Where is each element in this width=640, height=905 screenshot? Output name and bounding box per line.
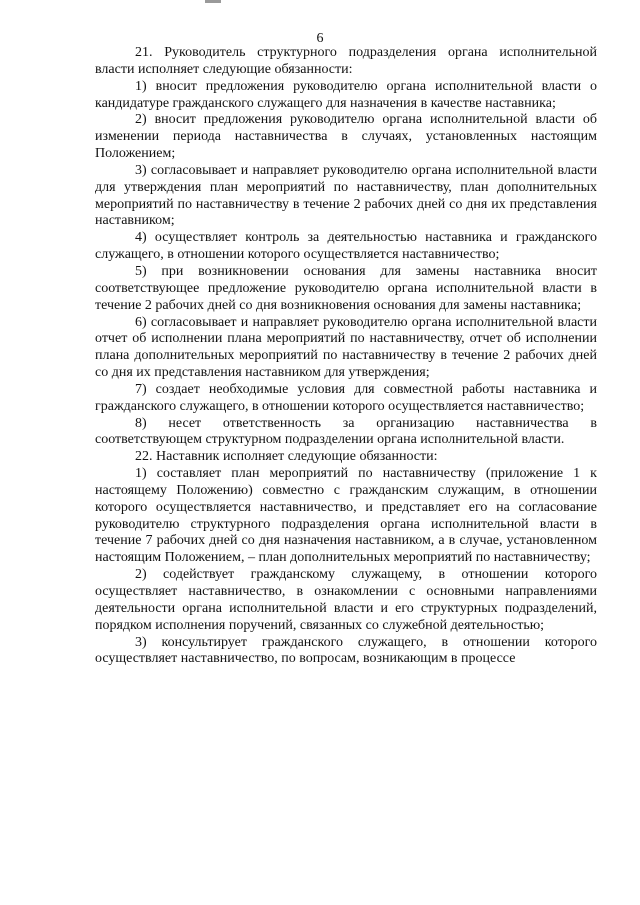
paragraph-21-item-5: 5) при возникновении основания для замены наставника вносит соответствующее предложение руководителю органа исполнительной власти в течение 2 рабочих дней со дня возникновения основания для замены наставника;: [95, 263, 597, 313]
paragraph-21-item-7: 7) создает необходимые условия для совместной работы наставника и гражданского служащего, в отношении которого осуществляется наставничество;: [95, 381, 597, 414]
document-body: [95, 45, 597, 668]
paragraph-22-item-2: 2) содействует гражданскому служащему, в отношении которого осуществляет наставничество, в ознакомлении с основными направлениями деятельности органа исполнительной власти и его структурных подразделений, порядком исполнения поручений, связанных со служебной деятельностью;: [95, 567, 597, 633]
paragraph-22-item-3: 3) консультирует гражданского служащего, в отношении которого осуществляет наставничество, по вопросам, возникающим в процессе: [95, 634, 597, 667]
paragraph-21: 21. Руководитель структурного подразделения органа исполнительной власти исполняет следующие обязанности:: [95, 45, 597, 77]
paragraph-22-item-1: 1) составляет план мероприятий по наставничеству (приложение 1 к настоящему Положению) совместно с гражданским служащим, в отношении которого осуществляется наставничество, и представляет его на согласование руководителю структурного подразделения органа исполнительной власти в течение 7 рабочих дней со дня назначения наставником, а в случае, установленном настоящим Положением, – план дополнительных мероприятий по наставничеству;: [95, 466, 597, 566]
paragraph-22: 22. Наставник исполняет следующие обязанности:: [135, 449, 438, 465]
scan-artifact: [205, 0, 221, 3]
paragraph-21-item-1: 1) вносит предложения руководителю органа исполнительной власти о кандидатуре гражданского служащего для назначения в качестве наставника;: [95, 78, 597, 111]
paragraph-21-item-3: 3) согласовывает и направляет руководителю органа исполнительной власти для утверждения план мероприятий по наставничеству, план дополнительных мероприятий по наставничеству в течение 2 рабочих дней со дня их представления наставником;: [95, 162, 597, 229]
paragraph-21-item-6: 6) согласовывает и направляет руководителю органа исполнительной власти отчет об исполнении плана мероприятий по наставничеству, отчет об исполнении плана дополнительных мероприятий по наставничеству в течение 2 рабочих дней со дня их представления наставником для утверждения;: [95, 314, 597, 381]
page-number: 6: [316, 31, 324, 46]
paragraph-21-item-2: 2) вносит предложения руководителю органа исполнительной власти об изменении периода наставничества в случаях, установленных настоящим Положением;: [95, 112, 597, 162]
paragraph-21-item-8: 8) несет ответственность за организацию наставничества в соответствующем структурном подразделении органа исполнительной власти.: [95, 415, 597, 448]
paragraph-21-item-4: 4) осуществляет контроль за деятельностью наставника и гражданского служащего, в отношении которого осуществляется наставничество;: [95, 230, 597, 263]
